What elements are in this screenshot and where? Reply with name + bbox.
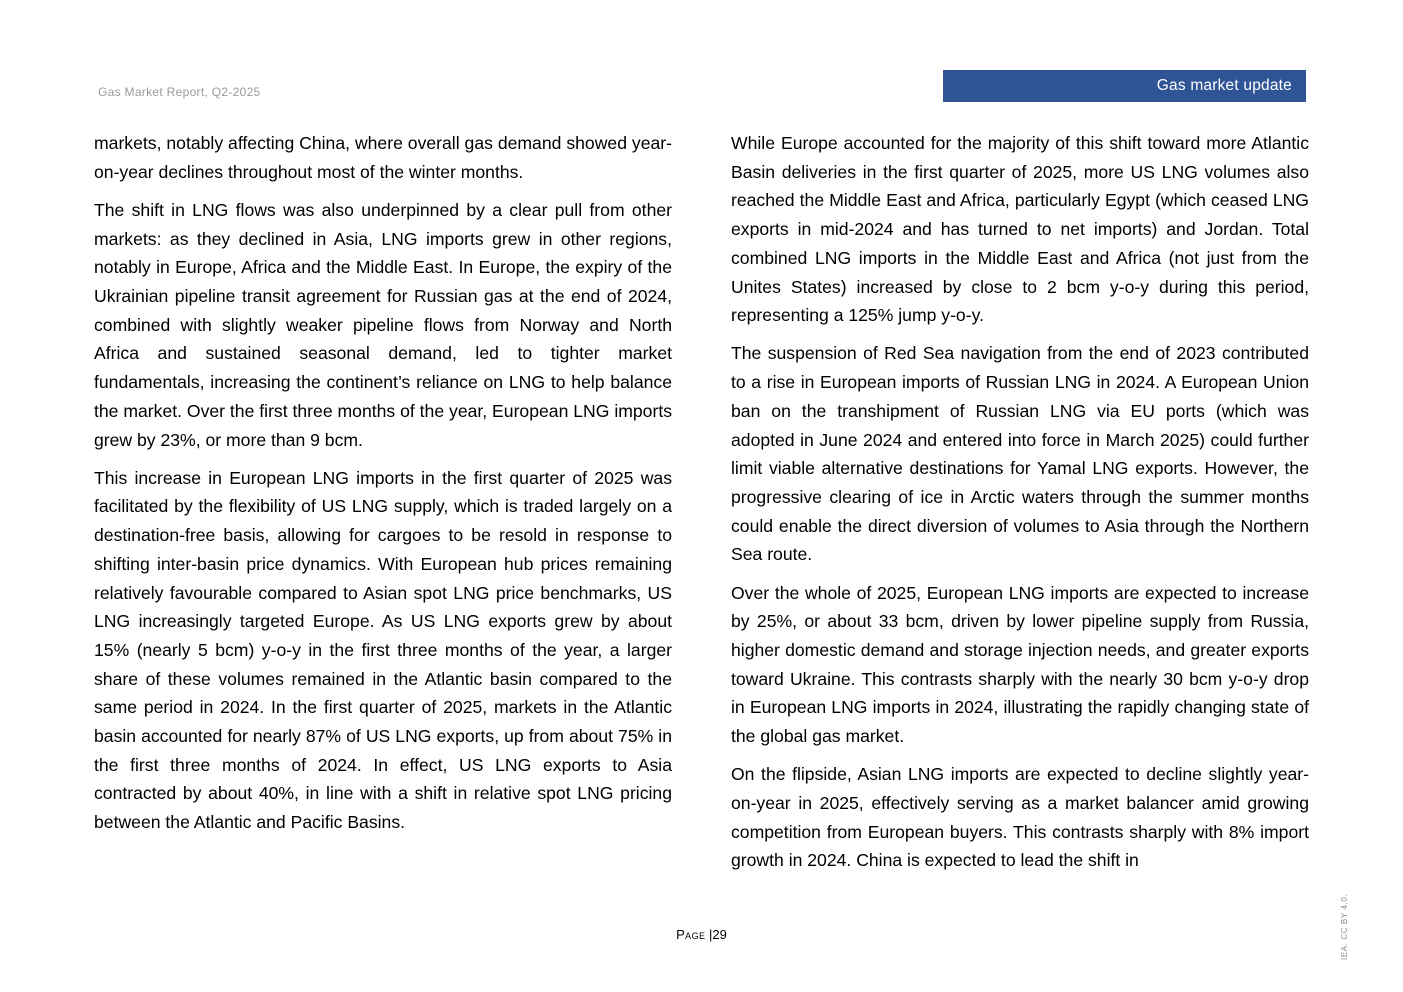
- report-title: Gas Market Report, Q2-2025: [98, 85, 261, 99]
- paragraph: On the flipside, Asian LNG imports are expected to decline slightly year-on-year in 2025, effectively serving as a market balancer amid growing competition from European buyers. This contrasts sharply with 8% import growth in 2024. China is expected to lead the shift in: [731, 764, 1309, 871]
- page-separator: |: [709, 927, 713, 942]
- page-number: 29: [712, 927, 727, 942]
- paragraph: While Europe accounted for the majority of this shift toward more Atlantic Basin deliveries in the first quarter of 2025, more US LNG volumes also reached the Middle East and Africa, particularly Egypt (which ceased LNG exports in mid-2024 and has turned to net imports) and Jordan. Total combined LNG imports in the Middle East and Africa (not just from the Unites States) increased by close to 2 bcm y-o-y during this period, representing a 125% jump y-o-y.: [731, 133, 1309, 326]
- right-column: [731, 129, 1309, 885]
- paragraph: The suspension of Red Sea navigation from the end of 2023 contributed to a rise in European imports of Russian LNG in 2024. A European Union ban on the transhipment of Russian LNG via EU ports (which was adopted in June 2024 and entered into force in March 2025) could further limit viable alternative destinations for Yamal LNG exports. However, the progressive clearing of ice in Arctic waters through the summer months could enable the direct diversion of volumes to Asia through the Northern Sea route.: [731, 343, 1309, 565]
- page-footer: [0, 927, 1403, 942]
- section-title: Gas market update: [1156, 77, 1292, 94]
- section-banner: [943, 70, 1306, 102]
- license-credit: IEA. CC BY 4.0.: [1340, 893, 1349, 960]
- page-label: Page: [676, 927, 706, 942]
- paragraph: This increase in European LNG imports in the first quarter of 2025 was facilitated by the flexibility of US LNG supply, which is traded largely on a destination-free basis, allowing for cargoes to be resold in response to shifting inter-basin price dynamics. With European hub prices remaining relatively favourable compared to Asian spot LNG price benchmarks, US LNG increasingly targeted Europe. As US LNG exports grew by about 15% (nearly 5 bcm) y-o-y in the first three months of the year, a larger share of these volumes remained in the Atlantic basin compared to the same period in 2024. In the first quarter of 2025, markets in the Atlantic basin accounted for nearly 87% of US LNG exports, up from about 75% in the first three months of 2024. In effect, US LNG exports to Asia contracted by about 40%, in line with a shift in relative spot LNG pricing between the Atlantic and Pacific Basins.: [94, 467, 672, 833]
- paragraph: markets, notably affecting China, where overall gas demand showed year-on-year declines throughout most of the winter months.: [94, 133, 672, 182]
- paragraph: Over the whole of 2025, European LNG imports are expected to increase by 25%, or about 33 bcm, driven by lower pipeline supply from Russia, higher domestic demand and storage injection needs, and greater exports toward Ukraine. This contrasts sharply with the nearly 30 bcm y-o-y drop in European LNG imports in 2024, illustrating the rapidly changing state of the global gas market.: [731, 582, 1309, 747]
- paragraph: The shift in LNG flows was also underpinned by a clear pull from other markets: as they declined in Asia, LNG imports grew in other regions, notably in Europe, Africa and the Middle East. In Europe, the expiry of the Ukrainian pipeline transit agreement for Russian gas at the end of 2024, combined with slightly weaker pipeline flows from Norway and North Africa and sustained seasonal demand, led to tighter market fundamentals, increasing the continent’s reliance on LNG to help balance the market. Over the first three months of the year, European LNG imports grew by 23%, or more than 9 bcm.: [94, 199, 672, 450]
- left-column: [94, 129, 672, 846]
